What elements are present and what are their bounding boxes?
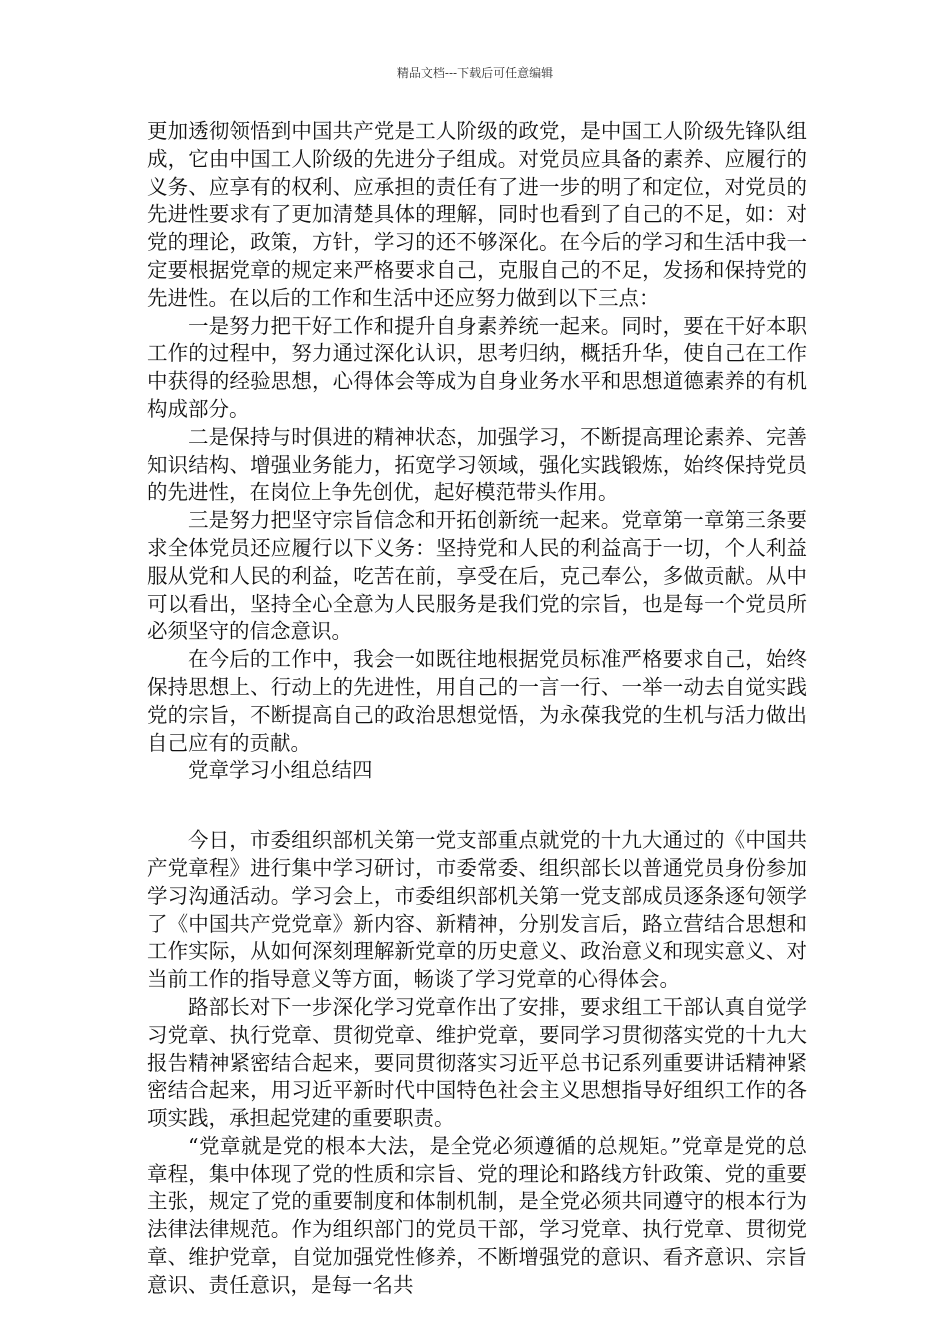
paragraph: 在今后的工作中，我会一如既往地根据党员标准严格要求自己，始终保持思想上、行动上的先进性，用自己的一言一行、一举一动去自觉实践党的宗旨，不断提高自己的政治思想觉悟，为永葆我党的生机与活力做出自己应有的贡献。 xyxy=(147,647,807,755)
page-header: 精品文档---下载后可任意编辑 xyxy=(396,66,554,80)
blank-line xyxy=(147,785,807,827)
section-title: 党章学习小组总结四 xyxy=(188,758,373,783)
paragraph: 三是努力把坚守宗旨信念和开拓创新统一起来。党章第一章第三条要求全体党员还应履行以下义务：坚持党和人民的利益高于一切，个人利益服从党和人民的利益，吃苦在前，享受在后，克己奉公，多做贡献。从中可以看出，坚持全心全意为人民服务是我们党的宗旨，也是每一个党员所必须坚守的信念意识。 xyxy=(147,508,807,644)
paragraph: 一是努力把干好工作和提升自身素养统一起来。同时，要在干好本职工作的过程中，努力通过深化认识，思考归纳，概括升华，使自己在工作中获得的经验思想，心得体会等成为自身业务水平和思想道德素养的有机构成部分。 xyxy=(147,313,807,421)
document-body xyxy=(147,118,807,1300)
paragraph: “党章就是党的根本大法，是全党必须遵循的总规矩。”党章是党的总章程，集中体现了党的性质和宗旨、党的理论和路线方针政策、党的重要主张，规定了党的重要制度和体制机制，是全党必须共同遵守的根本行为法律法律规范。作为组织部门的党员干部，学习党章、执行党章、贯彻党章、维护党章，自觉加强党性修养，不断增强党的意识、看齐意识、宗旨意识、责任意识，是每一名共 xyxy=(147,1133,807,1297)
paragraph: 更加透彻领悟到中国共产党是工人阶级的政党，是中国工人阶级先锋队组成，它由中国工人阶级的先进分子组成。对党员应具备的素养、应履行的义务、应享有的权利、应承担的责任有了进一步的明了和定位，对党员的先进性要求有了更加清楚具体的理解，同时也看到了自己的不足，如：对党的理论，政策，方针，学习的还不够深化。在今后的学习和生活中我一定要根据党章的规定来严格要求自己，克服自己的不足，发扬和保持党的先进性。在以后的工作和生活中还应努力做到以下三点： xyxy=(147,119,807,310)
paragraph: 二是保持与时俱进的精神状态，加强学习，不断提高理论素养、完善知识结构、增强业务能力，拓宽学习领域，强化实践锻炼，始终保持党员的先进性，在岗位上争先创优，起好模范带头作用。 xyxy=(147,424,807,505)
paragraph: 今日，市委组织部机关第一党支部重点就党的十九大通过的《中国共产党章程》进行集中学习研讨，市委常委、组织部长以普通党员身份参加学习沟通活动。学习会上，市委组织部机关第一党支部成员逐条逐句领学了《中国共产党党章》新内容、新精神，分别发言后，路立营结合思想和工作实际，从如何深刻理解新党章的历史意义、政治意义和现实意义、对当前工作的指导意义等方面，畅谈了学习党章的心得体会。 xyxy=(147,828,807,992)
paragraph: 路部长对下一步深化学习党章作出了安排，要求组工干部认真自觉学习党章、执行党章、贯彻党章、维护党章，要同学习贯彻落实党的十九大报告精神紧密结合起来，要同贯彻落实习近平总书记系列重要讲话精神紧密结合起来，用习近平新时代中国特色社会主义思想指导好组织工作的各项实践，承担起党建的重要职责。 xyxy=(147,994,807,1131)
